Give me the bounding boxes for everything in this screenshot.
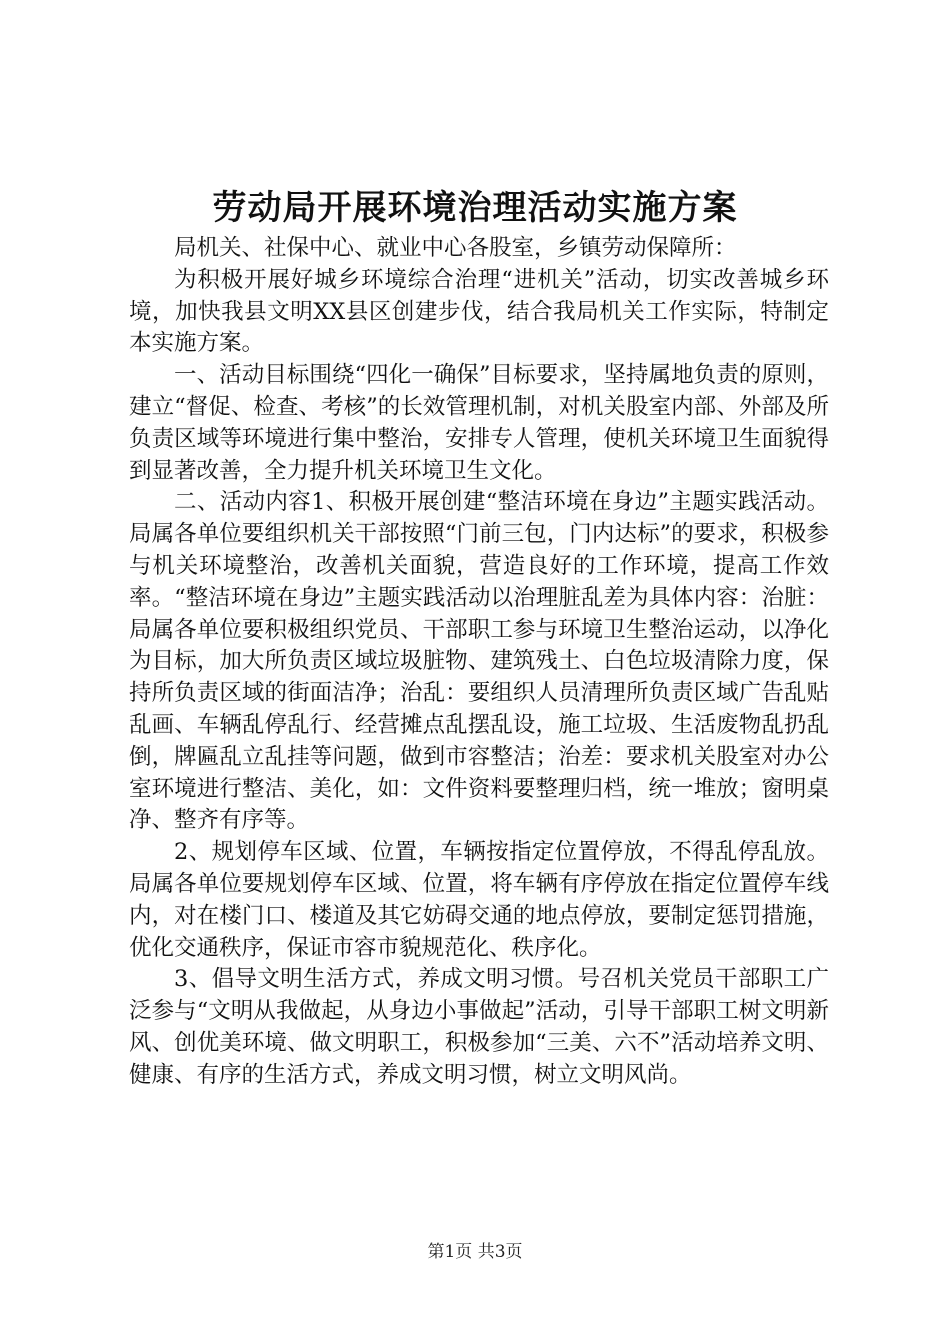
paragraph-section-1-goal: 一、活动目标围绕“四化一确保”目标要求，坚持属地负责的原则，建立“督促、检查、考核”的长效管理机制，对机关股室内部、外部及所负责区域等环境进行集中整治，安排专人管理，使机关环境卫生面貌得到显著改善，全力提升机关环境卫生文化。 bbox=[129, 362, 829, 484]
document-body bbox=[129, 233, 829, 1092]
paragraph-item-3-civility: 3、倡导文明生活方式，养成文明习惯。号召机关党员干部职工广泛参与“文明从我做起，从身边小事做起”活动，引导干部职工树文明新风、创优美环境、做文明职工，积极参加“三美、六不”活动培养文明、健康、有序的生活方式，养成文明习惯，树立文明风尚。 bbox=[129, 966, 829, 1088]
paragraph-section-2-content: 二、活动内容1、积极开展创建“整洁环境在身边”主题实践活动。局属各单位要组织机关干部按照“门前三包，门内达标”的要求，积极参与机关环境整治，改善机关面貌，营造良好的工作环境，提高工作效率。“整洁环境在身边”主题实践活动以治理脏乱差为具体内容：治脏：局属各单位要积极组织党员、干部职工参与环境卫生整治运动，以净化为目标，加大所负责区域垃圾脏物、建筑残土、白色垃圾清除力度，保持所负责区域的街面洁净；治乱：要组织人员清理所负责区域广告乱贴乱画、车辆乱停乱行、经营摊点乱摆乱设，施工垃圾、生活废物乱扔乱倒，牌匾乱立乱挂等问题，做到市容整洁；治差：要求机关股室对办公室环境进行整洁、美化，如：文件资料要整理归档，统一堆放；窗明桌净、整齐有序等。 bbox=[129, 489, 829, 834]
greeting-line: 局机关、社保中心、就业中心各股室，乡镇劳动保障所： bbox=[174, 235, 737, 261]
document-title: 劳动局开展环境治理活动实施方案 bbox=[212, 188, 738, 228]
paragraph-intro: 为积极开展好城乡环境综合治理“进机关”活动，切实改善城乡环境，加快我县文明XX县区创建步伐，结合我局机关工作实际，特制定本实施方案。 bbox=[129, 266, 829, 357]
page-number-footer: 第1页 共3页 bbox=[427, 1242, 523, 1262]
paragraph-item-2-parking: 2、规划停车区域、位置，车辆按指定位置停放，不得乱停乱放。局属各单位要规划停车区域、位置，将车辆有序停放在指定位置停车线内，对在楼门口、楼道及其它妨碍交通的地点停放，要制定惩罚措施，优化交通秩序，保证市容市貌规范化、秩序化。 bbox=[129, 839, 829, 961]
